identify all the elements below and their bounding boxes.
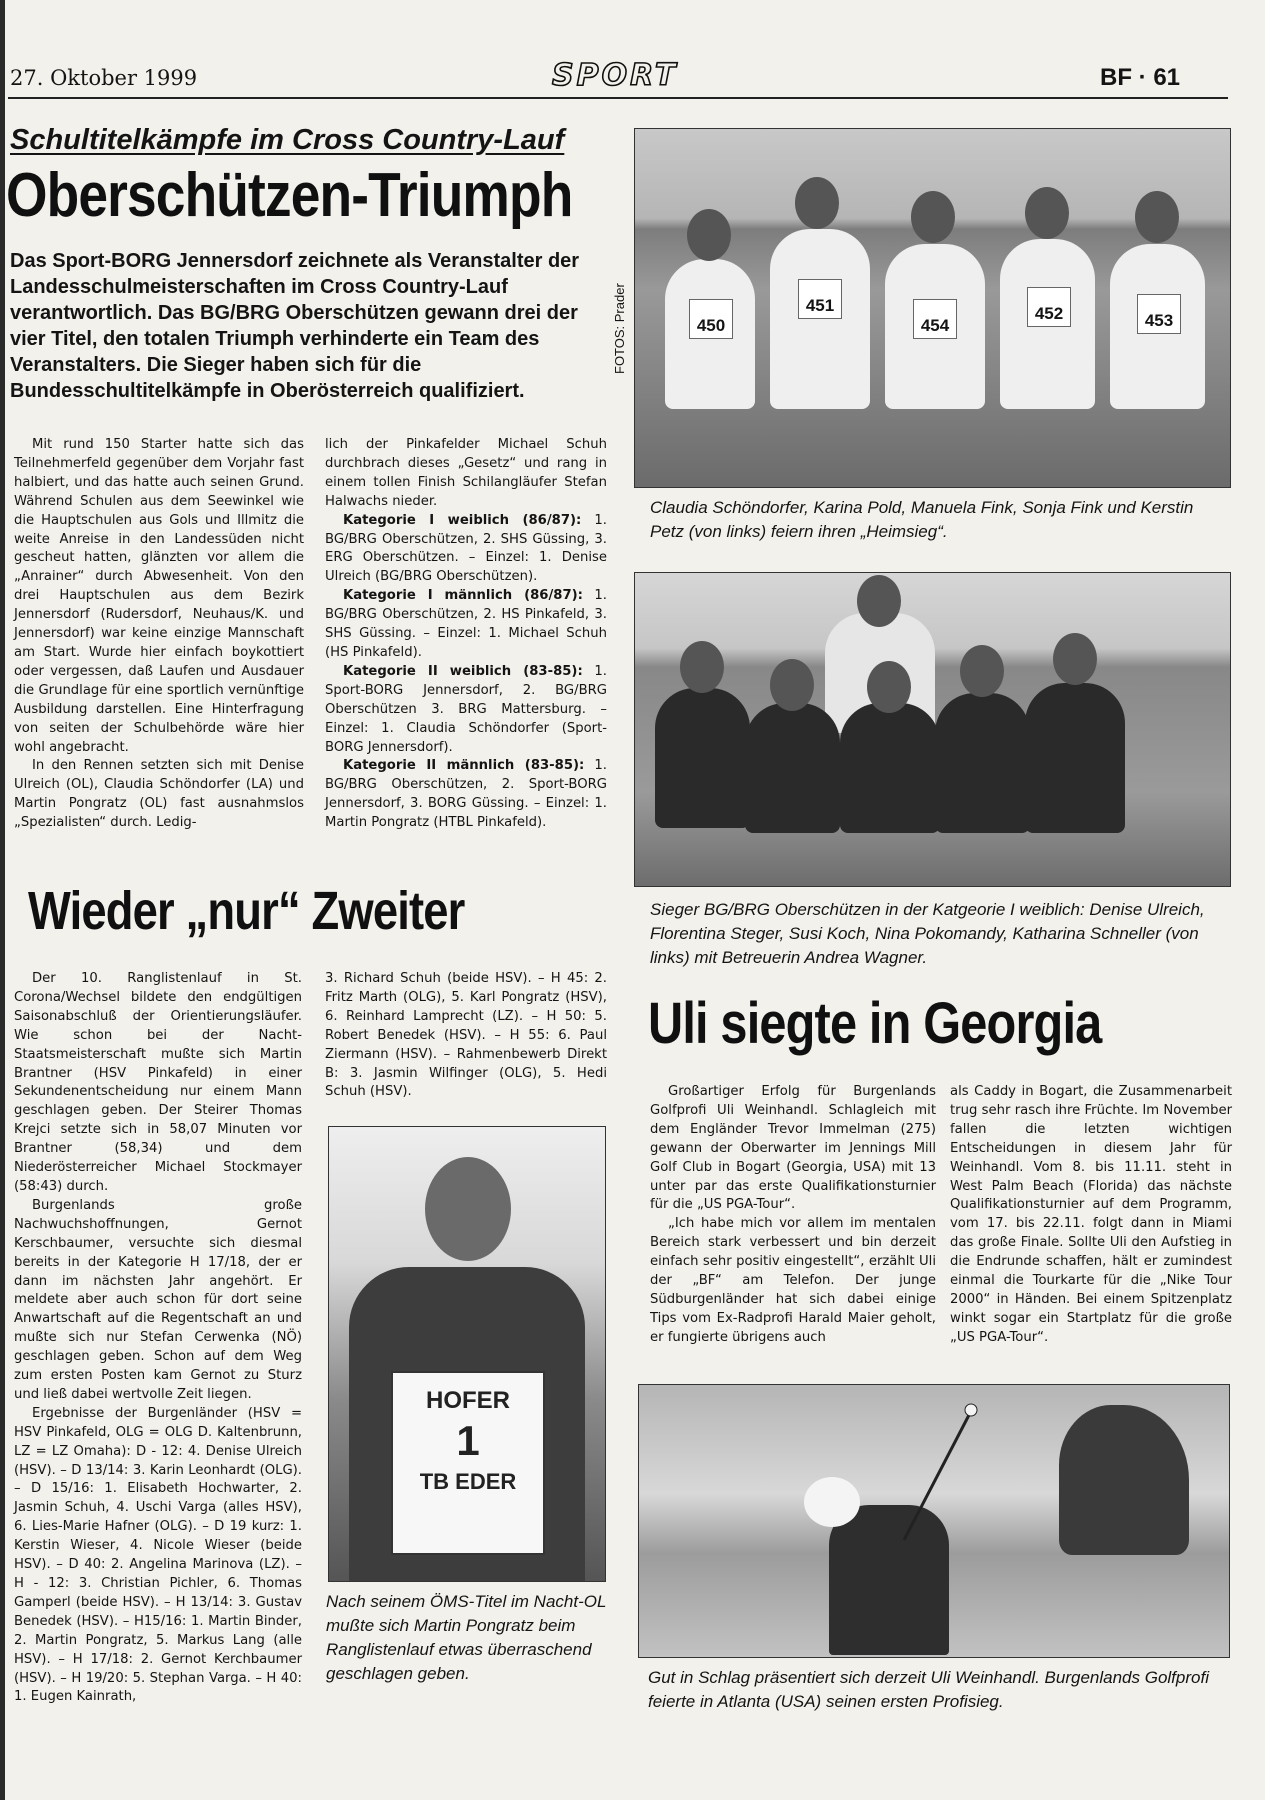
photo3-caption: Nach seinem ÖMS-Titel im Nacht-OL mußte sich Martin Pongratz beim Ranglistenlauf etwas überraschend geschlagen geben.	[326, 1592, 607, 1683]
photo-golfer	[638, 1384, 1230, 1658]
article1-headline: Oberschützen-Triumph	[6, 161, 573, 230]
runner-head	[795, 177, 839, 229]
issue-date: 27. Oktober 1999	[10, 66, 198, 90]
page-edge-shadow	[0, 0, 5, 1800]
golf-club-icon	[899, 1395, 979, 1545]
article2-headline: Wieder „nur“ Zweiter	[28, 881, 465, 941]
runner-head	[687, 209, 731, 261]
student-figure	[840, 703, 940, 833]
photo-boy-with-sign	[328, 1126, 606, 1582]
result-label: Kategorie I weiblich (86/87):	[343, 512, 582, 528]
student-figure	[935, 693, 1030, 833]
article3-column-1	[650, 1083, 936, 1348]
article2-column-2	[325, 970, 607, 1102]
article3-paragraph: Großartiger Erfolg für Burgenlands Golfprofi Uli Weinhandl. Schlagleich mit dem Engländer Trevor Immelman (275) gewann der Oberwarter im Jennings Mill Golf Club in Bogart (Georgia, USA) mit 13 unter par das erste Qualifikationsturnier für die „US PGA-Tour“.	[650, 1084, 936, 1213]
article1-paragraph: Mit rund 150 Starter hatte sich das Teilnehmerfeld gegenüber dem Vorjahr fast halbiert, und das hatte auch seinen Grund. Während Schulen aus dem Seewinkel wie die Hauptschulen aus Gols und Illmitz die weite Anreise in den Landessüden nicht gescheut hatten, glänzten vor allem die „Anrainer“ durch Abwesenheit. Von den drei Hauptschulen aus dem Bezirk Jennersdorf (Rudersdorf, Neuhaus/K. und Jennersdorf) war keine einzige Mannschaft am Start. Wurde hier einfach boykottiert oder vergessen, daß Laufen und Ausdauer die Grundlage für eine sportlich vernünftige Ausbildung darstellen. Eine Hinterfragung von seiten der Schulbehörde wäre hier wohl angebracht.	[14, 437, 304, 755]
article1-column-2	[325, 436, 607, 833]
result-text: 1. BG/BRG Oberschützen, 2. SHS Güssing, 3. ERG Oberschützen. – Einzel: 1. Denise Ulreich (BG/BRG Oberschützen).	[325, 512, 607, 585]
photo1-caption: Claudia Schöndorfer, Karina Pold, Manuela Fink, Sonja Fink und Kerstin Petz (von links) feiern ihren „Heimsieg“.	[650, 498, 1194, 541]
student-figure	[1025, 683, 1125, 833]
header-rule	[8, 97, 1228, 99]
student-head	[867, 661, 911, 713]
photo2-caption: Sieger BG/BRG Oberschützen in der Katgeorie I weiblich: Denise Ulreich, Florentina Steger, Susi Koch, Nina Pokomandy, Katharina Schneller (von links) mit Betreuerin Andrea Wagner.	[650, 900, 1205, 967]
student-figure	[655, 688, 750, 828]
sign-club: TB EDER	[419, 1469, 517, 1494]
race-bib: 451	[798, 279, 842, 319]
section-title: SPORT	[552, 58, 679, 93]
result-label: Kategorie II weiblich (83-85):	[343, 663, 583, 679]
photo4-caption: Gut in Schlag präsentiert sich derzeit Uli Weinhandl. Burgenlands Golfprofi feierte in Atlanta (USA) seinen ersten Profisieg.	[648, 1668, 1209, 1711]
result-text: 1. BG/BRG Oberschützen, 2. Sport-BORG Jennersdorf, 3. BORG Güssing. – Einzel: 1. Martin Pongratz (HTBL Pinkafeld).	[325, 758, 607, 831]
article3-paragraph: „Ich habe mich vor allem im mentalen Bereich stark verbessert und bin derzeit einfach sehr positiv eingestellt“, erzählt Uli der „BF“ am Telefon. Der junge Südburgenländer hat sich dabei einige Tips vom Ex-Radprofi Harald Maier geholt, er fungierte übrigens auch	[650, 1216, 936, 1345]
golfer-cap	[804, 1477, 860, 1527]
coach-head	[857, 575, 901, 627]
photo-credit: FOTOS: Prader	[612, 283, 627, 374]
student-head	[770, 659, 814, 711]
article2-paragraph: Ergebnisse der Burgenländer (HSV = HSV Pinkafeld, OLG = OLG D. Kaltenbrunn, LZ = LZ Omaha): D - 12: 4. Denise Ulreich (HSV). – D 13/14: 3. Karin Leonhardt (OLG). – D 15/16: 1. Elisabeth Hochwarter, 2. Jasmin Schuh, 4. Uschi Varga (alles HSV), 6. Lies-Marie Hafner (OLG). – D 19 kurz: 1. Kerstin Wieser, 4. Nicole Wieser (beide HSV). – D 40: 2. Angelina Marinova (LZ). – H - 12: 3. Christian Pichler, 6. Thomas Gamperl (beide HSV). – H 13/14: 3. Gustav Benedek (HSV). – H15/16: 1. Martin Binder, 2. Martin Pongratz, 5. Markus Lang (alle HSV). – H 17/18: 2. Gernot Kerchbaumer (HSV). – H 19/20: 5. Stephan Varga. – H 40: 1. Eugen Kainrath,	[14, 1405, 302, 1705]
runner-head	[911, 191, 955, 243]
race-bib: 452	[1027, 287, 1071, 327]
student-head	[680, 641, 724, 693]
race-bib: 450	[689, 299, 733, 339]
article3-headline: Uli siegte in Georgia	[648, 991, 1102, 1056]
result-label: Kategorie II männlich (83-85):	[343, 758, 585, 774]
article2-paragraph: 3. Richard Schuh (beide HSV). – H 45: 2. Fritz Marth (OLG), 5. Karl Pongratz (HSV), 6. Reinhard Lamprecht (LZ). – H 50: 5. Robert Benedek (HSV). – H 55: 6. Paul Ziermann (HSV). – Rahmenbewerb Direkt B: 3. Jasmin Wilfinger (OLG), 5. Hedi Schuh (HSV).	[325, 971, 607, 1100]
tree-shape	[1059, 1405, 1189, 1555]
result-label: Kategorie I männlich (86/87):	[343, 588, 583, 604]
article3-paragraph: als Caddy in Bogart, die Zusammenarbeit trug sehr rasch ihre Früchte. Im November fallen die letzten wichtigen Entscheidungen in diesem Jahr für Weinhandl. Vom 8. bis 11.11. steht in West Palm Beach (Florida) das nächste Qualifikationsturnier auf dem Programm, vom 17. bis 22.11. folgt dann in Miami das große Finale. Sollte Uli den Aufstieg in die Endrunde schaffen, hält er zumindest einmal die Tourkarte für die „Nike Tour 2000“ in Händen. Bei einem Spitzenplatz winkt sogar ein Startplatz für die große „US PGA-Tour“.	[950, 1084, 1232, 1345]
boy-head	[425, 1157, 511, 1261]
student-figure	[745, 703, 840, 833]
student-head	[960, 645, 1004, 697]
article1-lead: Das Sport-BORG Jennersdorf zeichnete als Veranstalter der Landesschulmeisterschaften im Cross Country-Lauf verantwortlich. Das BG/BRG Oberschützen gewann drei der vier Titel, den totalen Triumph verhinderte ein Team des Veranstalters. Die Sieger haben sich für die Bundesschultitelkämpfe in Oberösterreich qualifiziert.	[10, 250, 580, 402]
article2-paragraph: Der 10. Ranglistenlauf in St. Corona/Wechsel bildete den endgültigen Saisonabschluß der Orientierungsläufer. Wie schon bei der Nacht-Staatsmeisterschaft mußte sich Martin Brantner (HSV Pinkafeld) in einer Sekundenentscheidung nur einem Mann geschlagen geben. Der Steirer Thomas Krejci setzte sich in 58,07 Minuten vor Brantner (58,34) und dem Niederösterreicher Michael Stockmayer (58:43) durch.	[14, 971, 302, 1194]
photo-team-thumbs-up	[634, 572, 1231, 887]
article1-kicker: Schultitelkämpfe im Cross Country-Lauf	[10, 124, 565, 156]
student-head	[1053, 633, 1097, 685]
result-entry	[325, 757, 607, 833]
race-bib: 454	[913, 299, 957, 339]
runner-figure	[770, 229, 870, 409]
race-bib: 453	[1137, 294, 1181, 334]
article3-column-2	[950, 1083, 1232, 1348]
page-number: BF · 61	[1100, 64, 1181, 91]
result-entry	[325, 663, 607, 758]
article2-paragraph: Burgenlands große Nachwuchshoffnungen, Gernot Kerschbaumer, versuchte sich diesmal bereits in der Kategorie H 17/18, der er dann im nächsten Jahr angehört. Er meldete aber auch schon für dort seine Anwartschaft auf die Regentschaft an und mußte sich nur Stefan Cerwenka (NÖ) geschlagen geben. Schon auf dem Weg zum ersten Posten kam Gernot zu Sturz und ließ dabei wertvolle Zeit liegen.	[14, 1197, 302, 1402]
result-entry	[325, 587, 607, 663]
article1-paragraph: In den Rennen setzten sich mit Denise Ulreich (OL), Claudia Schöndorfer (LA) und Martin Pongratz (OL) fast ausnahmslos „Spezialisten“ durch. Ledig-	[14, 758, 304, 831]
bib-sign	[391, 1371, 545, 1555]
photo-celebrating-runners	[634, 128, 1231, 488]
article2-column-1	[14, 970, 302, 1707]
article1-column-1	[14, 436, 304, 833]
sign-sponsor: HOFER	[426, 1387, 510, 1414]
result-text: 1. BG/BRG Oberschützen, 2. HS Pinkafeld, 3. SHS Güssing. – Einzel: 1. Michael Schuh (HS Pinkafeld).	[325, 588, 607, 660]
article1-paragraph: lich der Pinkafelder Michael Schuh durchbrach dieses „Gesetz“ und rang in einem tollen Finish Schilangläufer Stefan Halwachs nieder.	[325, 437, 607, 509]
result-text: 1. Sport-BORG Jennersdorf, 2. BG/BRG Oberschützen 3. BRG Mattersburg. – Einzel: 1. Claudia Schöndorfer (Sport-BORG Jennersdorf).	[325, 663, 607, 755]
runner-head	[1025, 187, 1069, 239]
result-entry	[325, 512, 607, 588]
sign-number: 1	[456, 1417, 480, 1464]
runner-head	[1135, 191, 1179, 243]
